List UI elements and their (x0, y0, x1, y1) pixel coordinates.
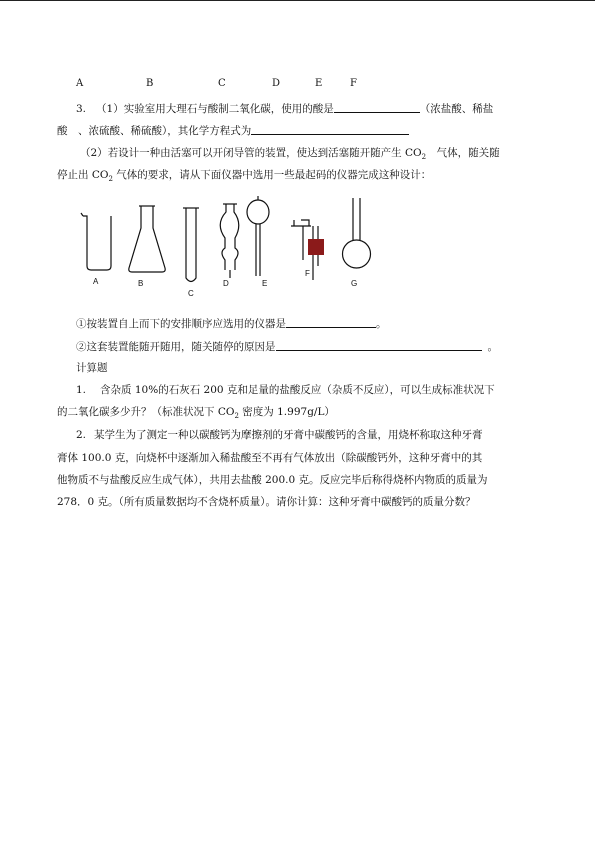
q3-sub1-end: 。 (376, 318, 387, 330)
reason-answer-blank[interactable] (276, 339, 482, 351)
calc-q2-line4: 278．0 克。（所有质量数据均不含烧杯质量）。请你计算：这种牙膏中碳酸钙的质量分数？ (57, 496, 476, 508)
calc-q1-text-2a: 的二氧化碳多少升？（标准状况下 CO (57, 406, 235, 418)
calc-q2-text-1: 某学生为了测定一种以碳酸钙为摩擦剂的牙膏中碳酸钙的含量，用烧杯称取这种牙膏 (94, 429, 483, 441)
calc-q2-line2: 膏体 100.0 克，向烧杯中逐渐加入稀盐酸至不再有气体放出（除碳酸钙外，这种牙膏中的其 (57, 452, 483, 464)
q3-part2-text-d: 气体的要求，请从下面仪器中选用一些最起码的仪器完成这种设计： (112, 169, 432, 181)
apparatus-label-d: D (223, 279, 229, 288)
q3-part1-options-b: 酸 、浓硫酸、稀硫酸），其化学方程式为 (57, 125, 252, 137)
apparatus-label-a: A (93, 277, 99, 286)
calc-q1-line2 (57, 405, 335, 419)
calc-q1-number: 1. (76, 384, 87, 396)
figure-label-c: C (218, 78, 226, 89)
co2-subscript: 2 (234, 412, 239, 421)
equation-answer-blank[interactable] (251, 123, 409, 135)
apparatus-figure (75, 190, 395, 300)
co2-subscript: 2 (421, 153, 427, 162)
q3-part2-line2 (57, 168, 431, 182)
apparatus-label-f: F (305, 269, 310, 278)
apparatus-label-e: E (262, 279, 268, 288)
apparatus-label-g: G (351, 279, 358, 288)
q3-sub2 (76, 339, 498, 354)
q3-number: 3. (76, 103, 87, 115)
calc-q1-text-2b: 密度为 1.997g/L） (238, 406, 335, 418)
previous-figure-labels (0, 78, 595, 92)
q3-part1-line1 (76, 101, 493, 116)
calc-q2-number: 2. (76, 429, 87, 441)
q3-part2-text-a: （2）若设计一种由活塞可以开闭导管的装置，使达到活塞随开随产生 CO (80, 147, 422, 159)
q3-part2-text-c: 停止出 CO (57, 169, 109, 181)
calc-q2-line3: 他物质不与盐酸反应生成气体），共用去盐酸 200.0 克。反应完毕后称得烧杯内物质的质量为 (57, 474, 488, 486)
q3-part2-line1 (80, 146, 500, 160)
q3-part1-options-a: （浓盐酸、稀盐 (419, 103, 494, 115)
apparatus-label-b: B (138, 279, 144, 288)
apparatus-order-blank[interactable] (286, 316, 376, 328)
figure-label-d: D (272, 78, 281, 89)
calc-heading: 计算题 (76, 362, 108, 374)
q3-part1-line2 (57, 123, 409, 138)
calc-q2-line1 (76, 428, 483, 442)
q3-sub1 (76, 316, 387, 331)
q3-sub1-text: ①按装置自上而下的安排顺序应选用的仪器是 (76, 318, 286, 330)
q3-sub2-end: 。 (487, 341, 498, 353)
figure-label-a: A (76, 78, 84, 89)
acid-answer-blank[interactable] (334, 101, 420, 113)
q3-sub2-text: ②这套装置能随开随用，随关随停的原因是 (76, 341, 276, 353)
calc-q1-line1 (76, 383, 495, 397)
apparatus-label-c: C (188, 289, 194, 298)
co2-subscript: 2 (108, 175, 113, 184)
q3-part2-text-b: 气体，随关随 (426, 147, 500, 159)
q3-part1-lead: （1）实验室用大理石与酸制二氧化碳，使用的酸是 (96, 103, 334, 115)
figure-label-f: F (350, 78, 357, 89)
calc-q1-text-1: 含杂质 10%的石灰石 200 克和足量的盐酸反应（杂质不反应），可以生成标准状况下 (100, 384, 495, 396)
rubber-stopper-icon (308, 239, 324, 255)
figure-label-e: E (315, 78, 323, 89)
figure-label-b: B (146, 78, 154, 89)
